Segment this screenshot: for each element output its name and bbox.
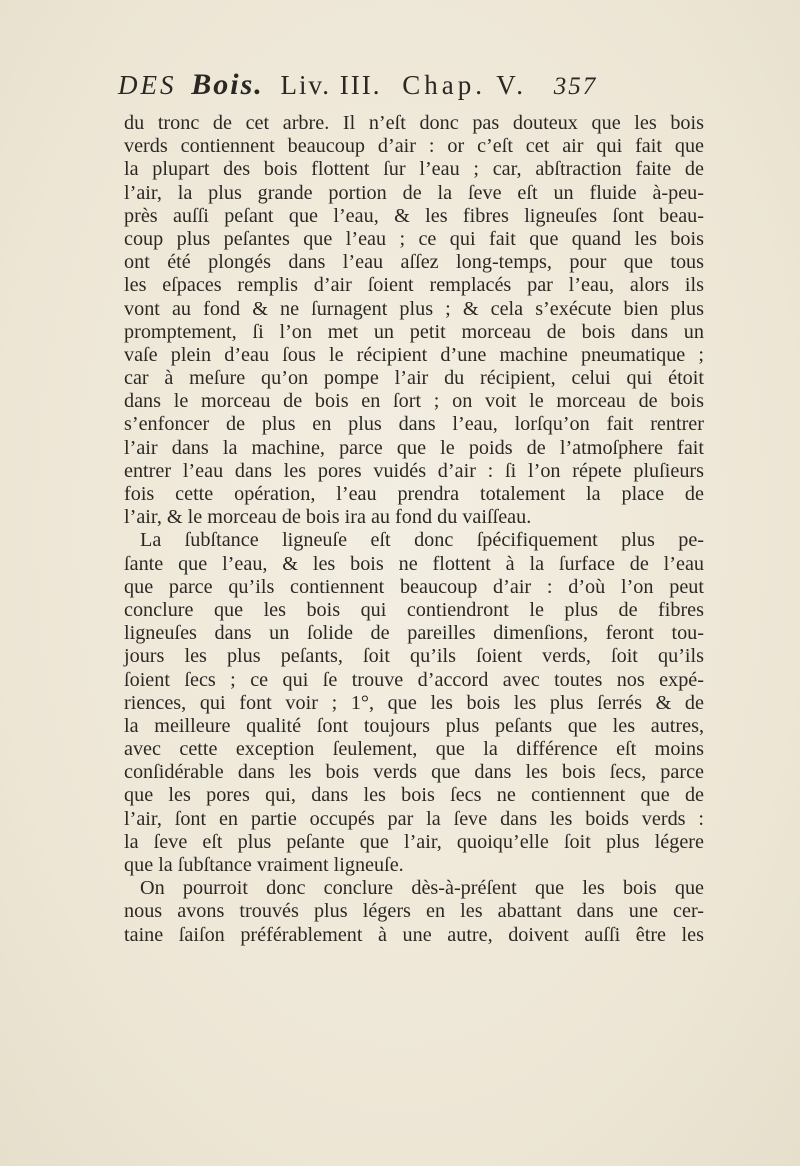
text-line: ont été plongés dans l’eau aſſez long-temps, pour que tous [124, 251, 704, 274]
running-header [118, 68, 678, 108]
text-line: ſoient ſecs ; ce qui ſe trouve d’accord avec toutes nos expé- [124, 668, 704, 691]
text-line: car à meſure qu’on pompe l’air du récipient, celui qui étoit [124, 367, 704, 390]
paragraph-end-line: l’air, & le morceau de bois ira au fond du vaiſſeau. [124, 506, 532, 529]
text-line: taine ſaiſon préférablement à une autre, doivent auſſi être les [124, 923, 704, 946]
paragraph-end-line: que la ſubſtance vraiment ligneuſe. [124, 854, 404, 876]
text-line: près auſſi peſant que l’eau, & les fibres ligneuſes ſont beau- [124, 204, 704, 227]
text-line: conclure que les bois qui contiendront le plus de fibres [124, 598, 704, 621]
text-line: l’air dans la machine, parce que le poids de l’atmoſphere fait [124, 436, 704, 459]
text-line: avec cette exception ſeulement, que la différence eſt moins [124, 738, 704, 761]
paragraph-start-line: On pourroit donc conclure dès-à-préſent que les bois que [140, 877, 704, 900]
text-line: promptement, ſi l’on met un petit morceau de bois dans un [124, 320, 704, 343]
text-line: fois cette opération, l’eau prendra totalement la place de [124, 483, 704, 505]
text-line: la plupart des bois flottent ſur l’eau ; car, abſtraction faite de [124, 158, 704, 181]
text-line: les eſpaces remplis d’air ſoient remplacés par l’eau, alors ils [124, 274, 704, 297]
body-text [124, 112, 704, 947]
text-line: dans le morceau de bois en ſort ; on voit le morceau de bois [124, 390, 704, 413]
header-book-number: Liv. III. [280, 70, 382, 100]
text-line: l’air, ſont en partie occupés par la ſeve dans les boids verds : [124, 807, 704, 830]
text-line: que les pores qui, dans les bois ſecs ne contiennent que de [124, 784, 704, 807]
header-chapter: Chap. V. [402, 70, 528, 100]
text-line: verds contiennent beaucoup d’air : or c’eſt cet air qui fait que [124, 135, 704, 158]
text-line: jours les plus peſants, ſoit qu’ils ſoient verds, ſoit qu’ils [124, 645, 704, 668]
header-bois: Bois. [191, 68, 264, 101]
text-line: s’enfoncer de plus en plus dans l’eau, lorſqu’on fait rentrer [124, 413, 704, 436]
text-line: vaſe plein d’eau ſous le récipient d’une machine pneumatique ; [124, 343, 704, 366]
text-line: la meilleure qualité ſont toujours plus peſants que les autres, [124, 714, 704, 737]
text-line: ligneuſes dans un ſolide de pareilles dimenſions, feront tou- [124, 622, 704, 645]
text-line: l’air, la plus grande portion de la ſeve eſt un fluide à-peu- [124, 181, 704, 204]
text-line: conſidérable dans les bois verds que dans les bois ſecs, parce [124, 761, 704, 784]
text-line: vont au fond & ne ſurnagent plus ; & cela s’exécute bien plus [124, 297, 704, 320]
text-line: du tronc de cet arbre. Il n’eſt donc pas douteux que les bois [124, 112, 704, 134]
page-number: 357 [553, 73, 598, 100]
text-line: coup plus peſantes que l’eau ; ce qui fait que quand les bois [124, 227, 704, 250]
text-line: entrer l’eau dans les pores vuidés d’air : ſi l’on répete pluſieurs [124, 459, 704, 482]
text-line: la ſeve eſt plus peſante que l’air, quoiqu’elle ſoit plus légere [124, 830, 704, 853]
text-line: nous avons trouvés plus légers en les abattant dans une cer- [124, 900, 704, 923]
text-line: riences, qui font voir ; 1°, que les bois les plus ſerrés & de [124, 691, 704, 714]
header-des: DES [118, 70, 177, 100]
text-line: ſante que l’eau, & les bois ne flottent à la ſurface de l’eau [124, 552, 704, 575]
text-line: que parce qu’ils contiennent beaucoup d’air : d’où l’on peut [124, 575, 704, 598]
paragraph-start-line: La ſubſtance ligneuſe eſt donc ſpécifiquement plus pe- [140, 529, 704, 552]
